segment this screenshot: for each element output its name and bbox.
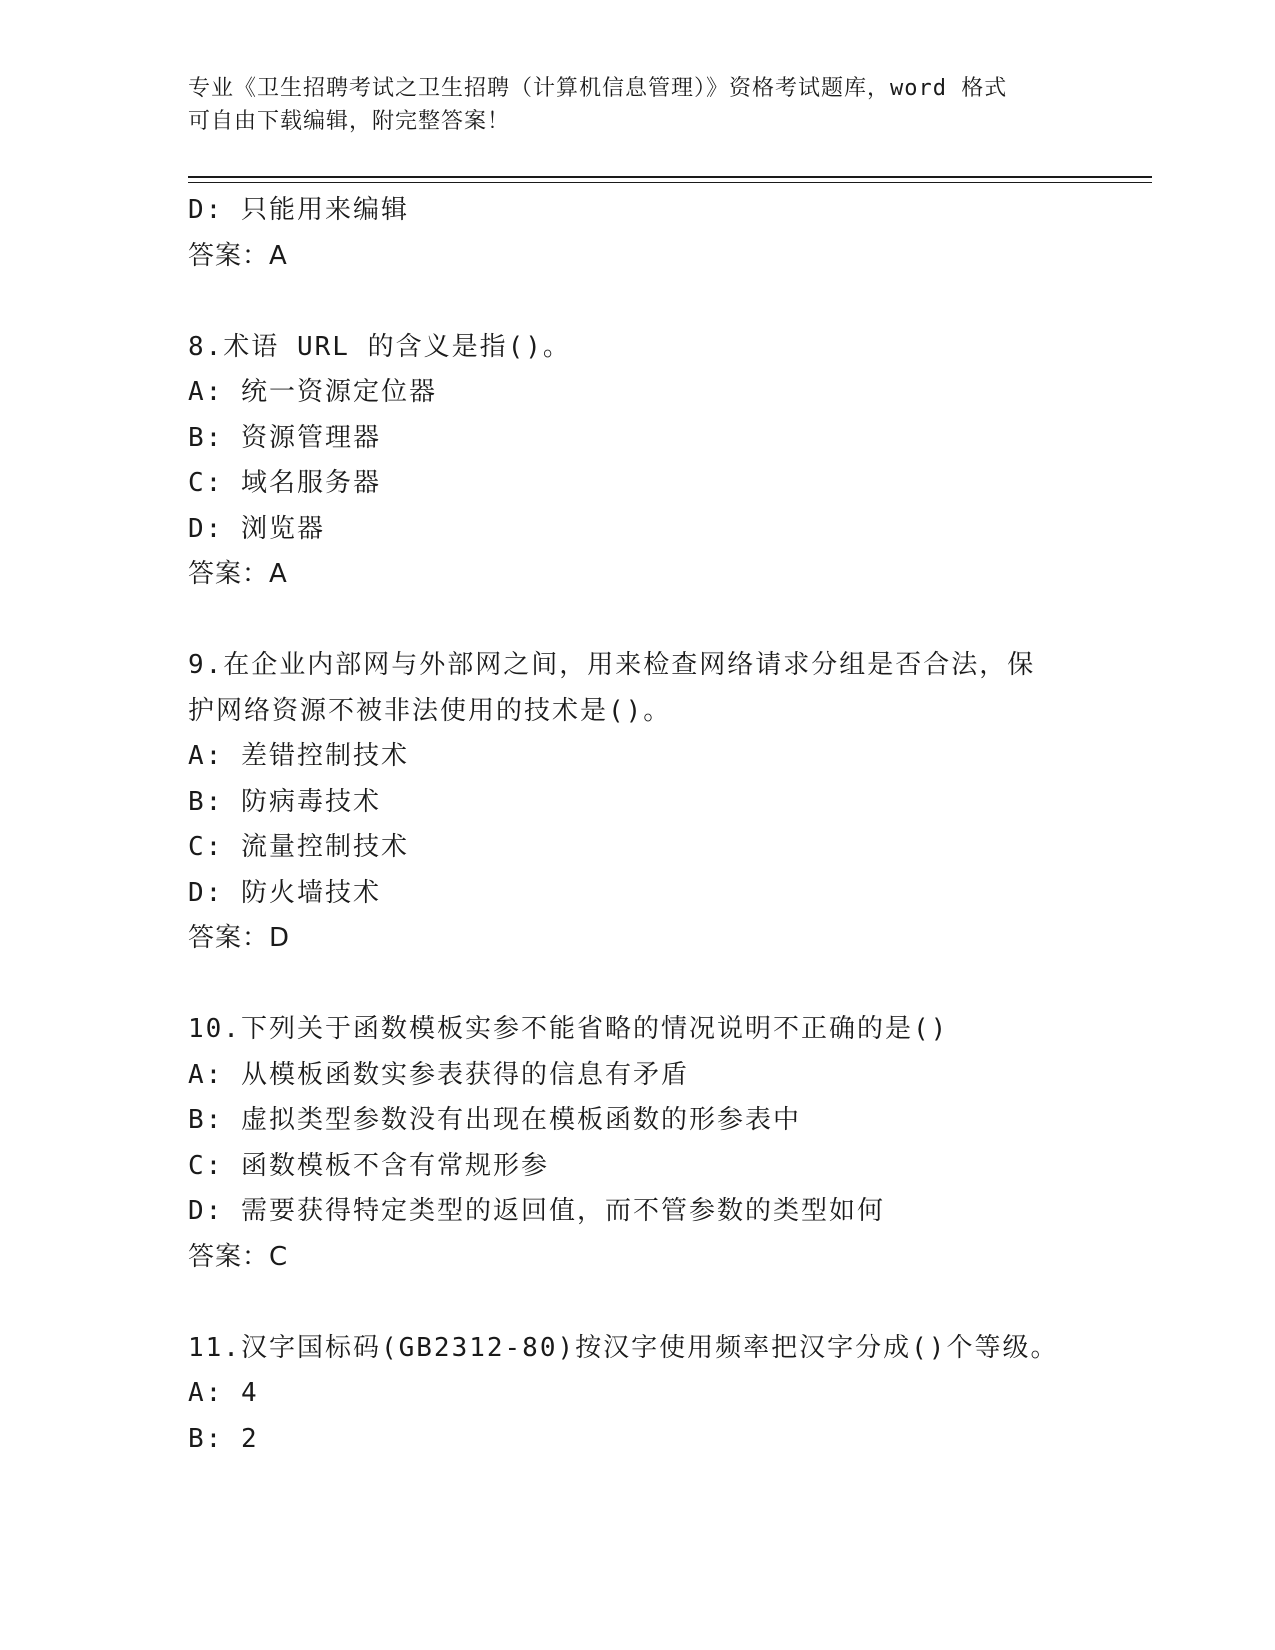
question-8 [188, 325, 1108, 598]
option-d: D: 浏览器 [188, 513, 325, 544]
option-c: C: 流量控制技术 [188, 832, 409, 862]
spacer [188, 279, 1108, 325]
spacer [188, 598, 1108, 644]
question-list [188, 188, 1108, 1462]
answer: 答案：D [188, 923, 291, 953]
header-line-2: 可自由下载编辑，附完整答案！ [188, 109, 511, 134]
answer: 答案：A [188, 240, 288, 271]
option-b: B: 2 [188, 1423, 259, 1454]
question-stem: 11.汉字国标码(GB2312-80)按汉字使用频率把汉字分成()个等级。 [188, 1332, 1059, 1363]
option-d: D: 需要获得特定类型的返回值，而不管参数的类型如何 [188, 1196, 885, 1226]
option-a: A: 从模板函数实参表获得的信息有矛盾 [188, 1059, 689, 1090]
option-a: A: 统一资源定位器 [188, 377, 437, 407]
option-b: B: 防病毒技术 [188, 786, 381, 817]
answer: 答案：A [188, 559, 288, 589]
option-b: B: 虚拟类型参数没有出现在模板函数的形参表中 [188, 1105, 801, 1135]
option-c: C: 函数模板不含有常规形参 [188, 1150, 549, 1181]
previous-question-tail [188, 188, 1108, 279]
header-line-1: 专业《卫生招聘考试之卫生招聘（计算机信息管理）》资格考试题库，word 格式 [188, 76, 1008, 101]
question-9 [188, 643, 1108, 962]
question-11 [188, 1326, 1108, 1463]
option-d: D: 只能用来编辑 [188, 195, 409, 225]
question-stem-line-1: 9.在企业内部网与外部网之间，用来检查网络请求分组是否合法，保 [188, 650, 1036, 680]
document-header [188, 72, 1088, 138]
header-rule-thick [188, 176, 1152, 178]
question-stem: 10.下列关于函数模板实参不能省略的情况说明不正确的是() [188, 1014, 949, 1044]
option-c: C: 域名服务器 [188, 468, 381, 498]
question-10 [188, 1007, 1108, 1280]
option-a: A: 4 [188, 1378, 259, 1408]
header-rule-thin [188, 182, 1152, 183]
question-stem: 8.术语 URL 的含义是指()。 [188, 331, 571, 362]
option-d: D: 防火墙技术 [188, 877, 381, 908]
question-stem-line-2: 护网络资源不被非法使用的技术是()。 [188, 695, 672, 726]
spacer [188, 1280, 1108, 1326]
answer: 答案：C [188, 1241, 289, 1272]
option-b: B: 资源管理器 [188, 422, 381, 453]
spacer [188, 962, 1108, 1008]
option-a: A: 差错控制技术 [188, 741, 409, 771]
